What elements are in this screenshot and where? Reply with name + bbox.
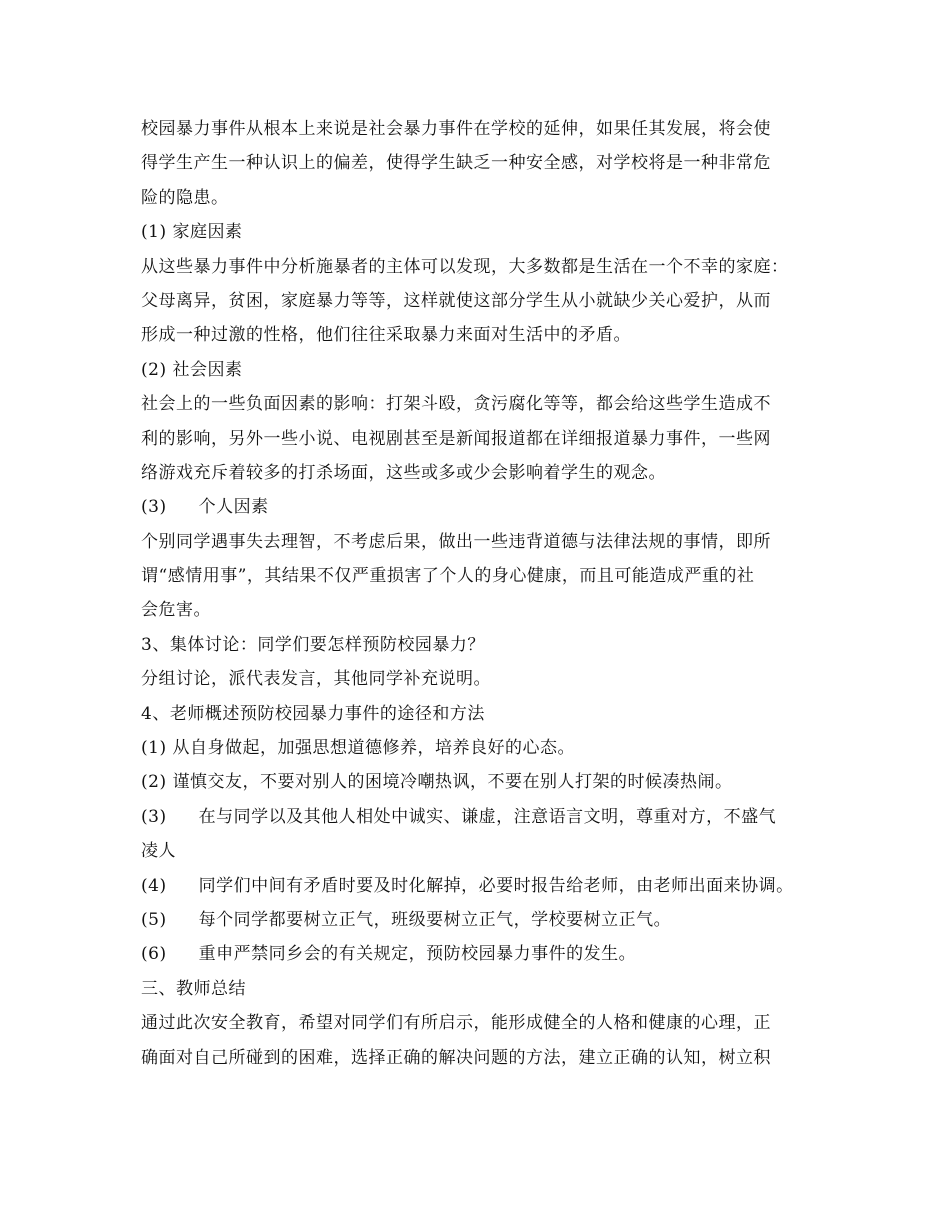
paragraph-line: 得学生产生一种认识上的偏差，使得学生缺乏一种安全感，对学校将是一种非常危	[141, 153, 771, 174]
list-item	[141, 937, 831, 971]
list-item: (1) 从自身做起，加强思想道德修养，培养良好的心态。	[141, 738, 575, 759]
section-heading: 三、教师总结	[141, 978, 246, 999]
paragraph-line: 分组讨论，派代表发言，其他同学补充说明。	[141, 669, 491, 690]
section-heading: (1) 家庭因素	[141, 222, 243, 243]
list-item	[141, 869, 831, 903]
paragraph-line: 险的隐患。	[141, 187, 229, 208]
paragraph-line: 校园暴力事件从根本上来说是社会暴力事件在学校的延伸，如果任其发展，将会使	[141, 119, 771, 139]
paragraph-line: 凌人	[141, 841, 176, 862]
list-item-text: 同学们中间有矛盾时要及时化解掉，必要时报告给老师，由老师出面来协调。	[198, 875, 794, 896]
list-item-text: 每个同学都要树立正气，班级要树立正气，学校要树立正气。	[198, 909, 672, 930]
heading-text: 个人因素	[198, 497, 269, 518]
list-number: (6)	[141, 944, 167, 965]
section-heading: (2) 社会因素	[141, 359, 243, 380]
paragraph-line: 形成一种过激的性格，他们往往采取暴力来面对生活中的矛盾。	[141, 325, 631, 346]
paragraph-line: 个别同学遇事失去理智，不考虑后果，做出一些违背道德与法律法规的事情，即所	[141, 531, 771, 552]
list-item-text: 在与同学以及其他人相处中诚实、谦虚，注意语言文明，尊重对方，不盛气	[198, 806, 777, 827]
paragraph-line: 谓“感情用事”，其结果不仅严重损害了个人的身心健康，而且可能造成严重的社	[141, 566, 755, 587]
paragraph-line: 从这些暴力事件中分析施暴者的主体可以发现，大多数都是生活在一个不幸的家庭：	[141, 256, 789, 277]
paragraph-line: 父母离异，贫困，家庭暴力等等，这样就使这部分学生从小就缺少关心爱护，从而	[141, 290, 771, 311]
list-number: (3)	[141, 806, 167, 827]
list-number: (5)	[141, 909, 167, 930]
paragraph-line: 确面对自己所碰到的困难，选择正确的解决问题的方法，建立正确的认知，树立积	[141, 1047, 771, 1068]
paragraph-line: 会危害。	[141, 600, 211, 621]
paragraph-line: 络游戏充斥着较多的打杀场面，这些或多或少会影响着学生的观念。	[141, 462, 666, 483]
section-heading	[141, 490, 831, 524]
list-number: (3)	[141, 497, 167, 518]
paragraph-line: 利的影响，另外一些小说、电视剧甚至是新闻报道都在详细报道暴力事件，一些网	[141, 428, 771, 449]
section-heading: 4、老师概述预防校园暴力事件的途径和方法	[141, 703, 485, 724]
paragraph-line: 社会上的一些负面因素的影响：打架斗殴，贪污腐化等等，都会给这些学生造成不	[141, 394, 771, 415]
list-number: (4)	[141, 875, 167, 896]
list-item	[141, 903, 831, 937]
paragraph-line: 通过此次安全教育，希望对同学们有所启示，能形成健全的人格和健康的心理，正	[141, 1013, 771, 1034]
section-heading: 3、集体讨论：同学们要怎样预防校园暴力？	[141, 634, 485, 655]
list-item: (2) 谨慎交友，不要对别人的困境冷嘲热讽，不要在别人打架的时候凑热闹。	[141, 772, 733, 793]
list-item-text: 重申严禁同乡会的有关规定，预防校园暴力事件的发生。	[198, 944, 637, 965]
document-body	[141, 112, 831, 1075]
list-item	[141, 800, 831, 834]
